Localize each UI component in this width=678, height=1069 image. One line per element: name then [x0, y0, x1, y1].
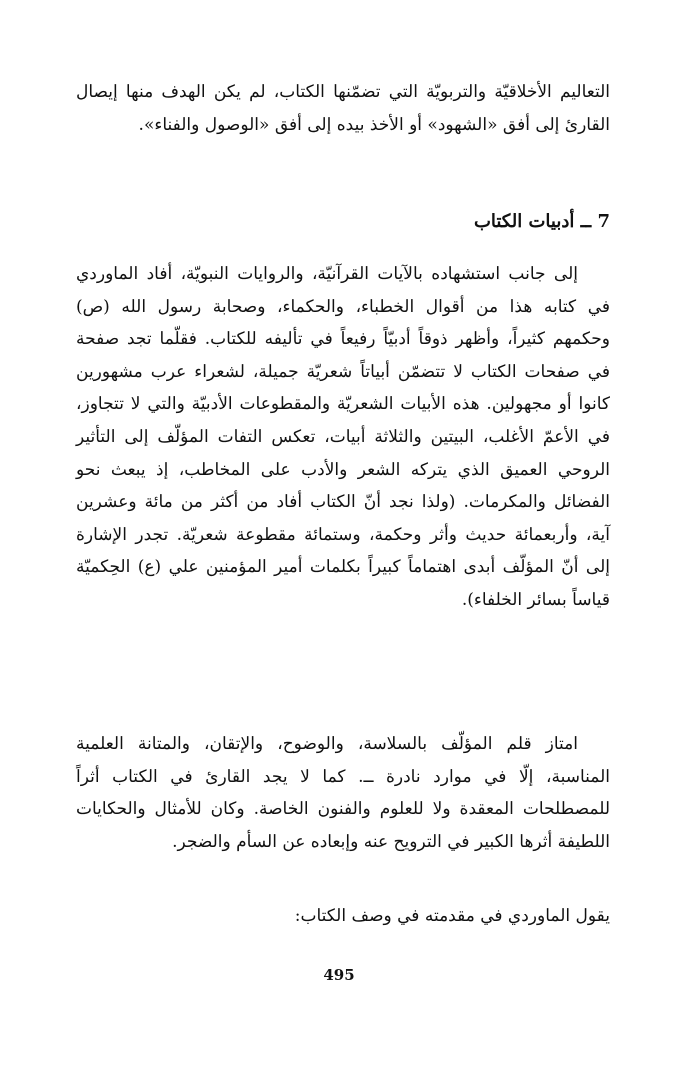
intro-paragraph: التعاليم الأخلاقيّة والتربويّة التي تضمّنها الكتاب، لم يكن الهدف منها إيصال القارئ إلى أفق «الشهود» أو الأخذ بيده إلى أفق «الوصول والفناء». [76, 82, 610, 135]
page-number: 495 [323, 966, 355, 984]
literary-paragraph: إلى جانب استشهاده بالآيات القرآنيّة، والروايات النبويّة، أفاد الماوردي في كتابه هذا من أقوال الخطباء، والحكماء، وصحابة رسول الله (ص) وحكمهم كثيراً، وأظهر ذوقاً أدبيّاً رفيعاً في تأليفه للكتاب. فقلّما تجد صفحة في صفحات الكتاب لا تتضمّن أبياتاً شعريّة جميلة، لشعراء عرب مشهورين كانوا أو مجهولين. هذه الأبيات الشعريّة والمقطوعات الأدبيّة والتي لا تتجاوز، في الأعمّ الأغلب، البيتين والثلاثة أبيات، تعكس التفات المؤلّف إلى التأثير الروحي العميق الذي يتركه الشعر والأدب على المخاطب، إذ يبعث نحو الفضائل والمكرمات. (ولذا نجد أنّ الكتاب أفاد من أكثر من مائة وعشرين آية، وأربعمائة حديث وأثر وحكمة، وستمائة مقطوعة شعريّة. تجدر الإشارة إلى أنّ المؤلّف أبدى اهتماماً كبيراً بكلمات أمير المؤمنين علي (ع) الحِكميّة قياساً بسائر الخلفاء). [76, 264, 610, 610]
style-paragraph: امتاز قلم المؤلّف بالسلاسة، والوضوح، والإتقان، والمتانة العلمية المناسبة، إلّا في موارد نادرة ــ. كما لا يجد القارئ في الكتاب أثراً للمصطلحات المعقدة ولا للعلوم والفنون الخاصة. وكان للأمثال والحكايات اللطيفة أثرها الكبير في الترويح عنه وإبعاده عن السأم والضجر. [76, 734, 610, 852]
section-heading: 7 ــ أدبيات الكتاب [473, 211, 610, 232]
quote-intro-line: يقول الماوردي في مقدمته في وصف الكتاب: [294, 906, 610, 926]
